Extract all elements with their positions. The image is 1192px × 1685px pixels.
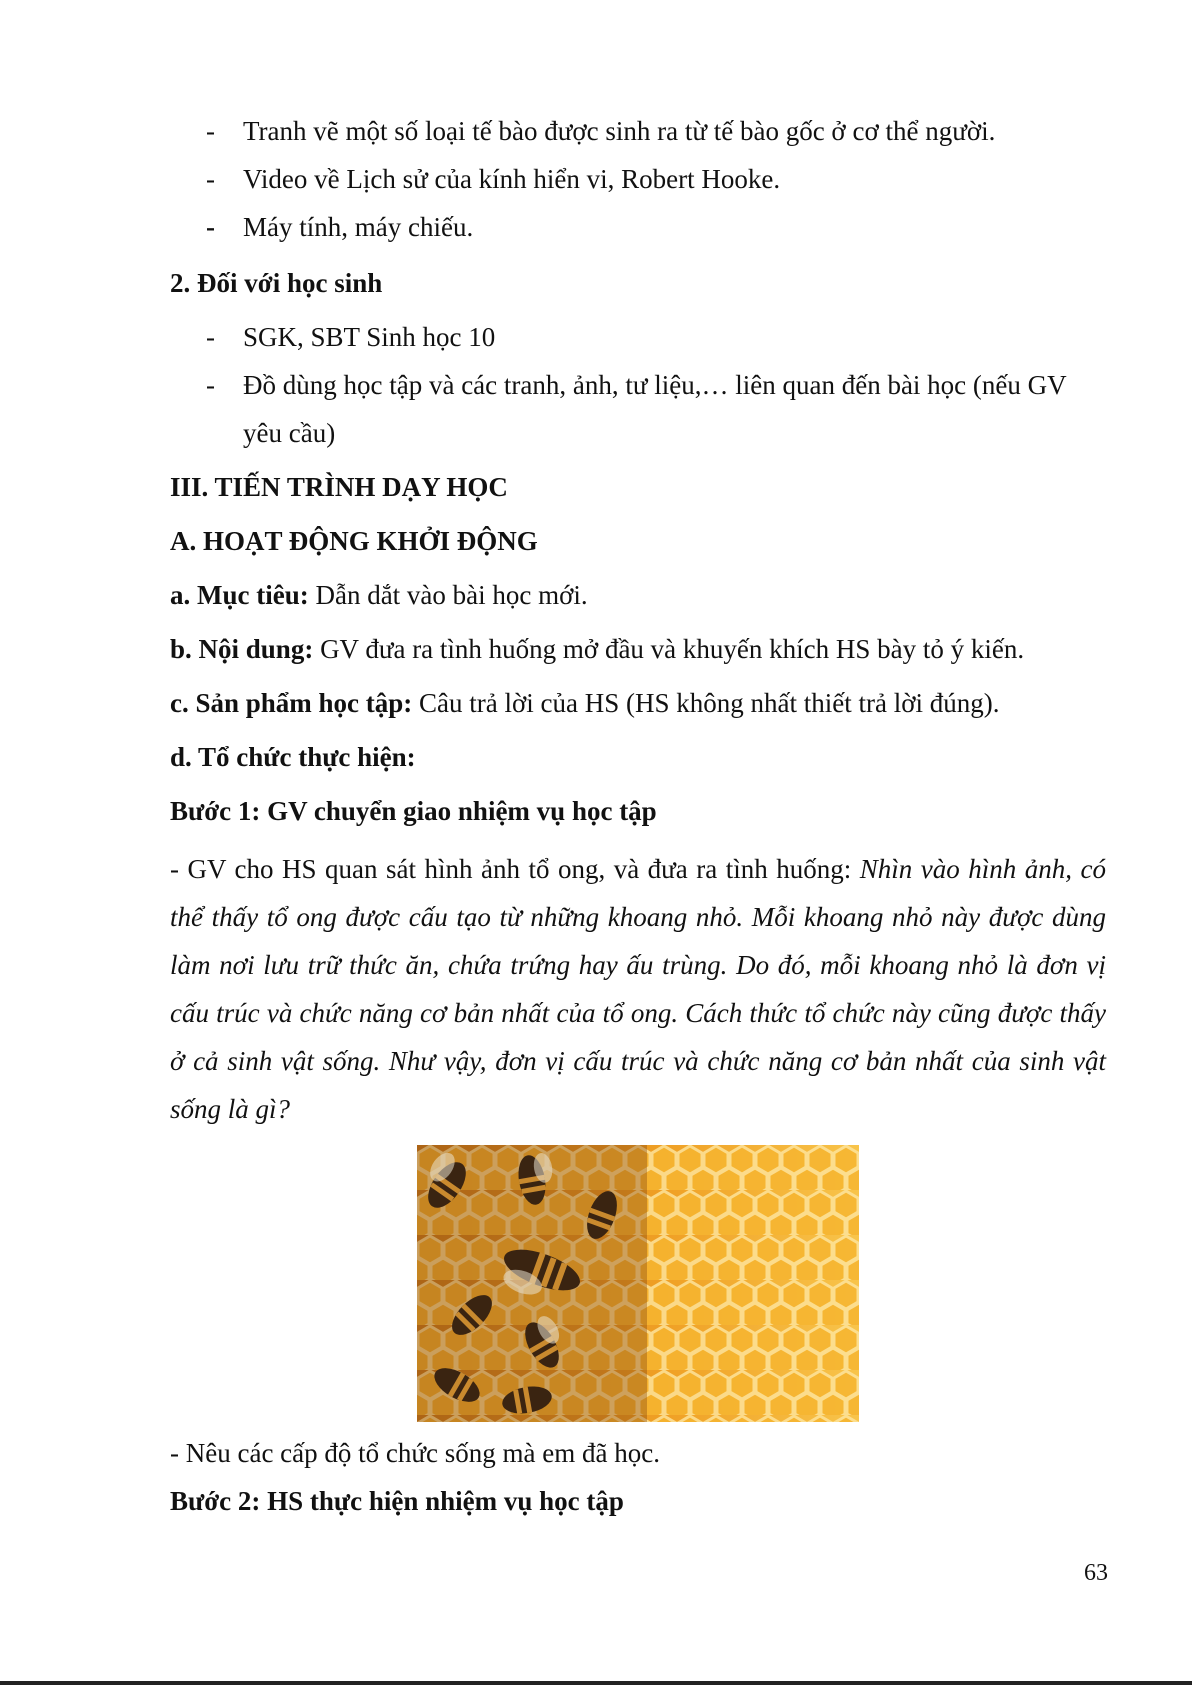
list-item: Máy tính, máy chiếu. (243, 212, 474, 242)
objective-text: Dẫn dắt vào bài học mới. (308, 580, 588, 610)
followup-question: - Nêu các cấp độ tổ chức sống mà em đã học. (170, 1438, 660, 1468)
content-text: GV đưa ra tình huống mở đầu và khuyến khích HS bày tỏ ý kiến. (313, 634, 1025, 664)
list-item: Tranh vẽ một số loại tế bào được sinh ra từ tế bào gốc ở cơ thể người. (243, 116, 996, 146)
step2-title: Bước 2: HS thực hiện nhiệm vụ học tập (170, 1486, 624, 1516)
step1-paragraph (170, 845, 1106, 1133)
objective-label: a. Mục tiêu: (170, 580, 309, 610)
activity-title: A. HOẠT ĐỘNG KHỞI ĐỘNG (170, 526, 538, 556)
section-title: III. TIẾN TRÌNH DẠY HỌC (170, 472, 508, 502)
honeycomb-with-bees-image (417, 1145, 859, 1422)
step1-intro: - GV cho HS quan sát hình ảnh tổ ong, và đưa ra tình huống: (170, 854, 860, 884)
objective-line (170, 578, 588, 612)
list-item: SGK, SBT Sinh học 10 (243, 322, 496, 352)
content-label: b. Nội dung: (170, 634, 314, 664)
list-dash: - (206, 116, 215, 146)
organize-label: d. Tổ chức thực hiện: (170, 742, 416, 772)
section-heading: 2. Đối với học sinh (170, 268, 383, 298)
list-dash: - (206, 370, 215, 400)
product-text: Câu trả lời của HS (HS không nhất thiết trả lời đúng). (412, 688, 1000, 718)
page-bottom-edge (0, 1681, 1192, 1685)
list-dash: - (206, 164, 215, 194)
content-line (170, 632, 1024, 666)
product-line (170, 686, 1000, 720)
step1-title: Bước 1: GV chuyển giao nhiệm vụ học tập (170, 796, 657, 826)
product-label: c. Sản phẩm học tập: (170, 688, 413, 718)
step1-question: Nhìn vào hình ảnh, có thể thấy tổ ong được cấu tạo từ những khoang nhỏ. Mỗi khoang nhỏ này được dùng làm nơi lưu trữ thức ăn, chứa trứng hay ấu trùng. Do đó, mỗi khoang nhỏ là đơn vị cấu trúc và chức năng cơ bản nhất của tổ ong. Cách thức tổ chức này cũng được thấy ở cả sinh vật sống. Như vậy, đơn vị cấu trúc và chức năng cơ bản nhất của sinh vật sống là gì? (170, 854, 1107, 1124)
list-item: Video về Lịch sử của kính hiển vi, Robert Hooke. (243, 164, 781, 194)
list-item: Đồ dùng học tập và các tranh, ảnh, tư liệu,… liên quan đến bài học (nếu GV (243, 370, 1067, 400)
list-dash: - (206, 322, 215, 352)
list-dash: - (206, 212, 215, 242)
page-number: 63 (1084, 1560, 1108, 1586)
list-item-continuation: yêu cầu) (243, 418, 336, 448)
